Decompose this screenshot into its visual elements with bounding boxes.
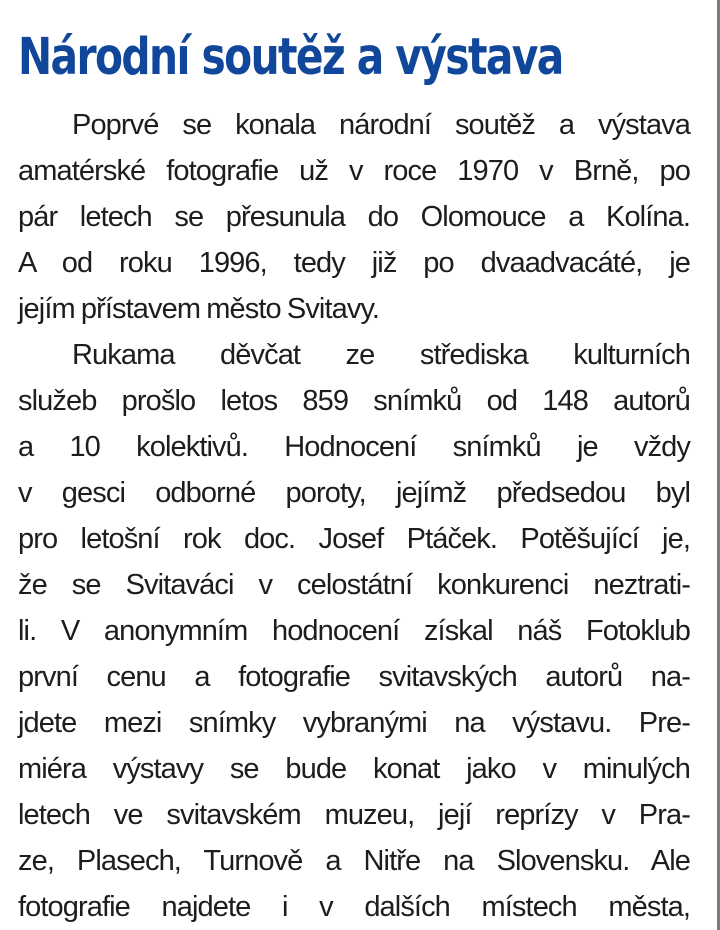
paragraph-1-line-3: pár letech se přesunula do Olomouce a Kolína. bbox=[18, 201, 690, 233]
paragraph-2-line-1: Rukama děvčat ze střediska kulturních bbox=[72, 339, 690, 371]
paragraph-1-line-2: amatérské fotografie už v roce 1970 v Brně, po bbox=[18, 155, 690, 187]
paragraph-2-line-13: fotografie najdete i v dalších místech města, bbox=[18, 891, 690, 923]
paragraph-2-line-10: miéra výstavy se bude konat jako v minulých bbox=[18, 753, 690, 785]
paragraph-2-line-8: první cenu a fotografie svitavských autorů na- bbox=[18, 661, 690, 693]
paragraph-1-line-4: A od roku 1996, tedy již po dvaadvacáté, je bbox=[18, 247, 690, 279]
paragraph-1-line-5: jejím přístavem město Svitavy. bbox=[18, 293, 380, 325]
paragraph-1-line-1: Poprvé se konala národní soutěž a výstava bbox=[72, 109, 690, 141]
paragraph-2-line-6: že se Svitaváci v celostátní konkurenci neztrati- bbox=[18, 569, 690, 601]
paragraph-2-line-9: jdete mezi snímky vybranými na výstavu. Pre- bbox=[18, 707, 690, 739]
article-title: Národní soutěž a výstava bbox=[18, 28, 563, 87]
article-body bbox=[18, 102, 690, 930]
paragraph-2-line-11: letech ve svitavském muzeu, její reprízy v Pra- bbox=[18, 799, 690, 831]
paragraph-2-line-3: a 10 kolektivů. Hodnocení snímků je vždy bbox=[18, 431, 690, 463]
paragraph-2-line-4: v gesci odborné poroty, jejímž předsedou byl bbox=[18, 477, 690, 509]
paragraph-2-line-12: ze, Plasech, Turnově a Nitře na Slovensku. Ale bbox=[18, 845, 690, 877]
paragraph-2-line-7: li. V anonymním hodnocení získal náš Fotoklub bbox=[18, 615, 690, 647]
paragraph-2-line-5: pro letošní rok doc. Josef Ptáček. Potěšující je, bbox=[18, 523, 690, 555]
paragraph-2-line-2: služeb prošlo letos 859 snímků od 148 autorů bbox=[18, 385, 690, 417]
